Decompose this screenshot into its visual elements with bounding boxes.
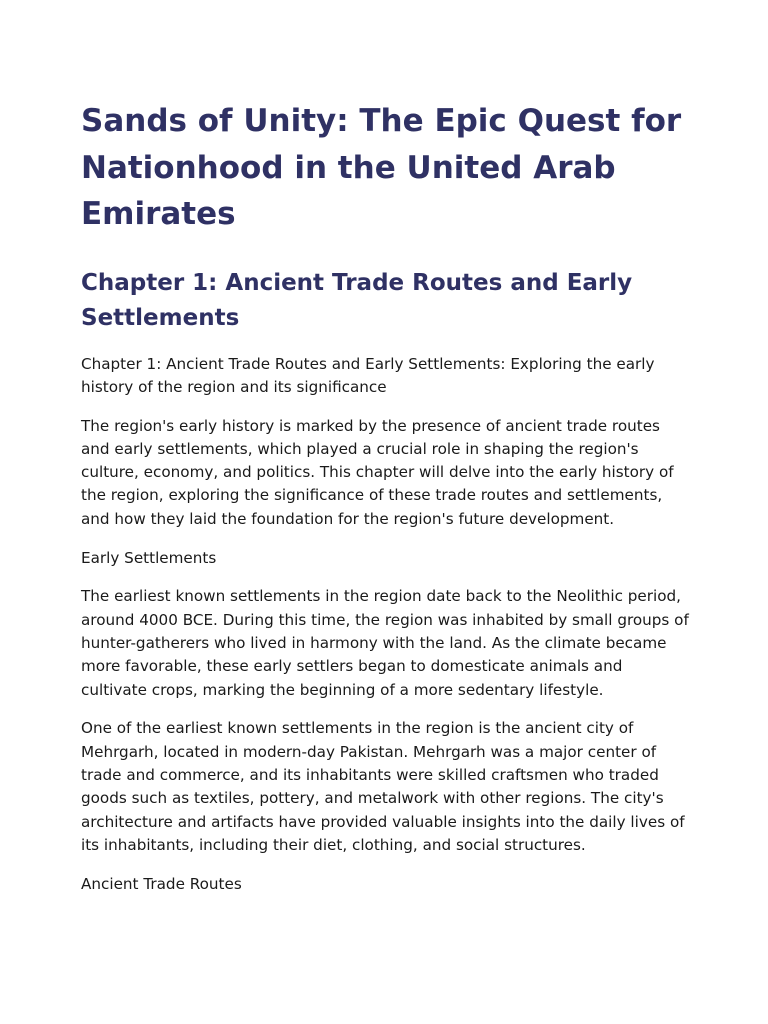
section-label-early-settlements: Early Settlements	[81, 548, 217, 567]
intro-paragraph: The region's early history is marked by the presence of ancient trade routes and early settlements, which played a crucial role in shaping the region's culture, economy, and politics. This chapter will delve into the early history of the region, exploring the significance of these trade routes and settlements, and how they laid the foundation for the region's future development.	[81, 416, 674, 528]
mehrgarh-paragraph: One of the earliest known settlements in the region is the ancient city of Mehrgarh, located in modern-day Pakistan. Mehrgarh was a major center of trade and commerce, and its inhabitants were skilled craftsmen who traded goods such as textiles, pottery, and metalwork with other regions. The city's architecture and artifacts have provided valuable insights into the daily lives of its inhabitants, including their diet, clothing, and social structures.	[81, 719, 685, 854]
book-title: Sands of Unity: The Epic Quest for Nationhood in the United Arab Emirates	[81, 103, 682, 232]
neolithic-paragraph: The earliest known settlements in the region date back to the Neolithic period, around 4000 BCE. During this time, the region was inhabited by small groups of hunter-gatherers who lived in harmony with the land. As the climate became more favorable, these early settlers began to domesticate animals and cultivate crops, marking the beginning of a more sedentary lifestyle.	[81, 587, 689, 699]
document-page	[81, 98, 691, 911]
chapter-subtitle-paragraph: Chapter 1: Ancient Trade Routes and Early Settlements: Exploring the early history of the region and its significance	[81, 354, 655, 396]
section-label-ancient-trade-routes: Ancient Trade Routes	[81, 874, 242, 893]
chapter-heading: Chapter 1: Ancient Trade Routes and Early Settlements	[81, 269, 633, 331]
